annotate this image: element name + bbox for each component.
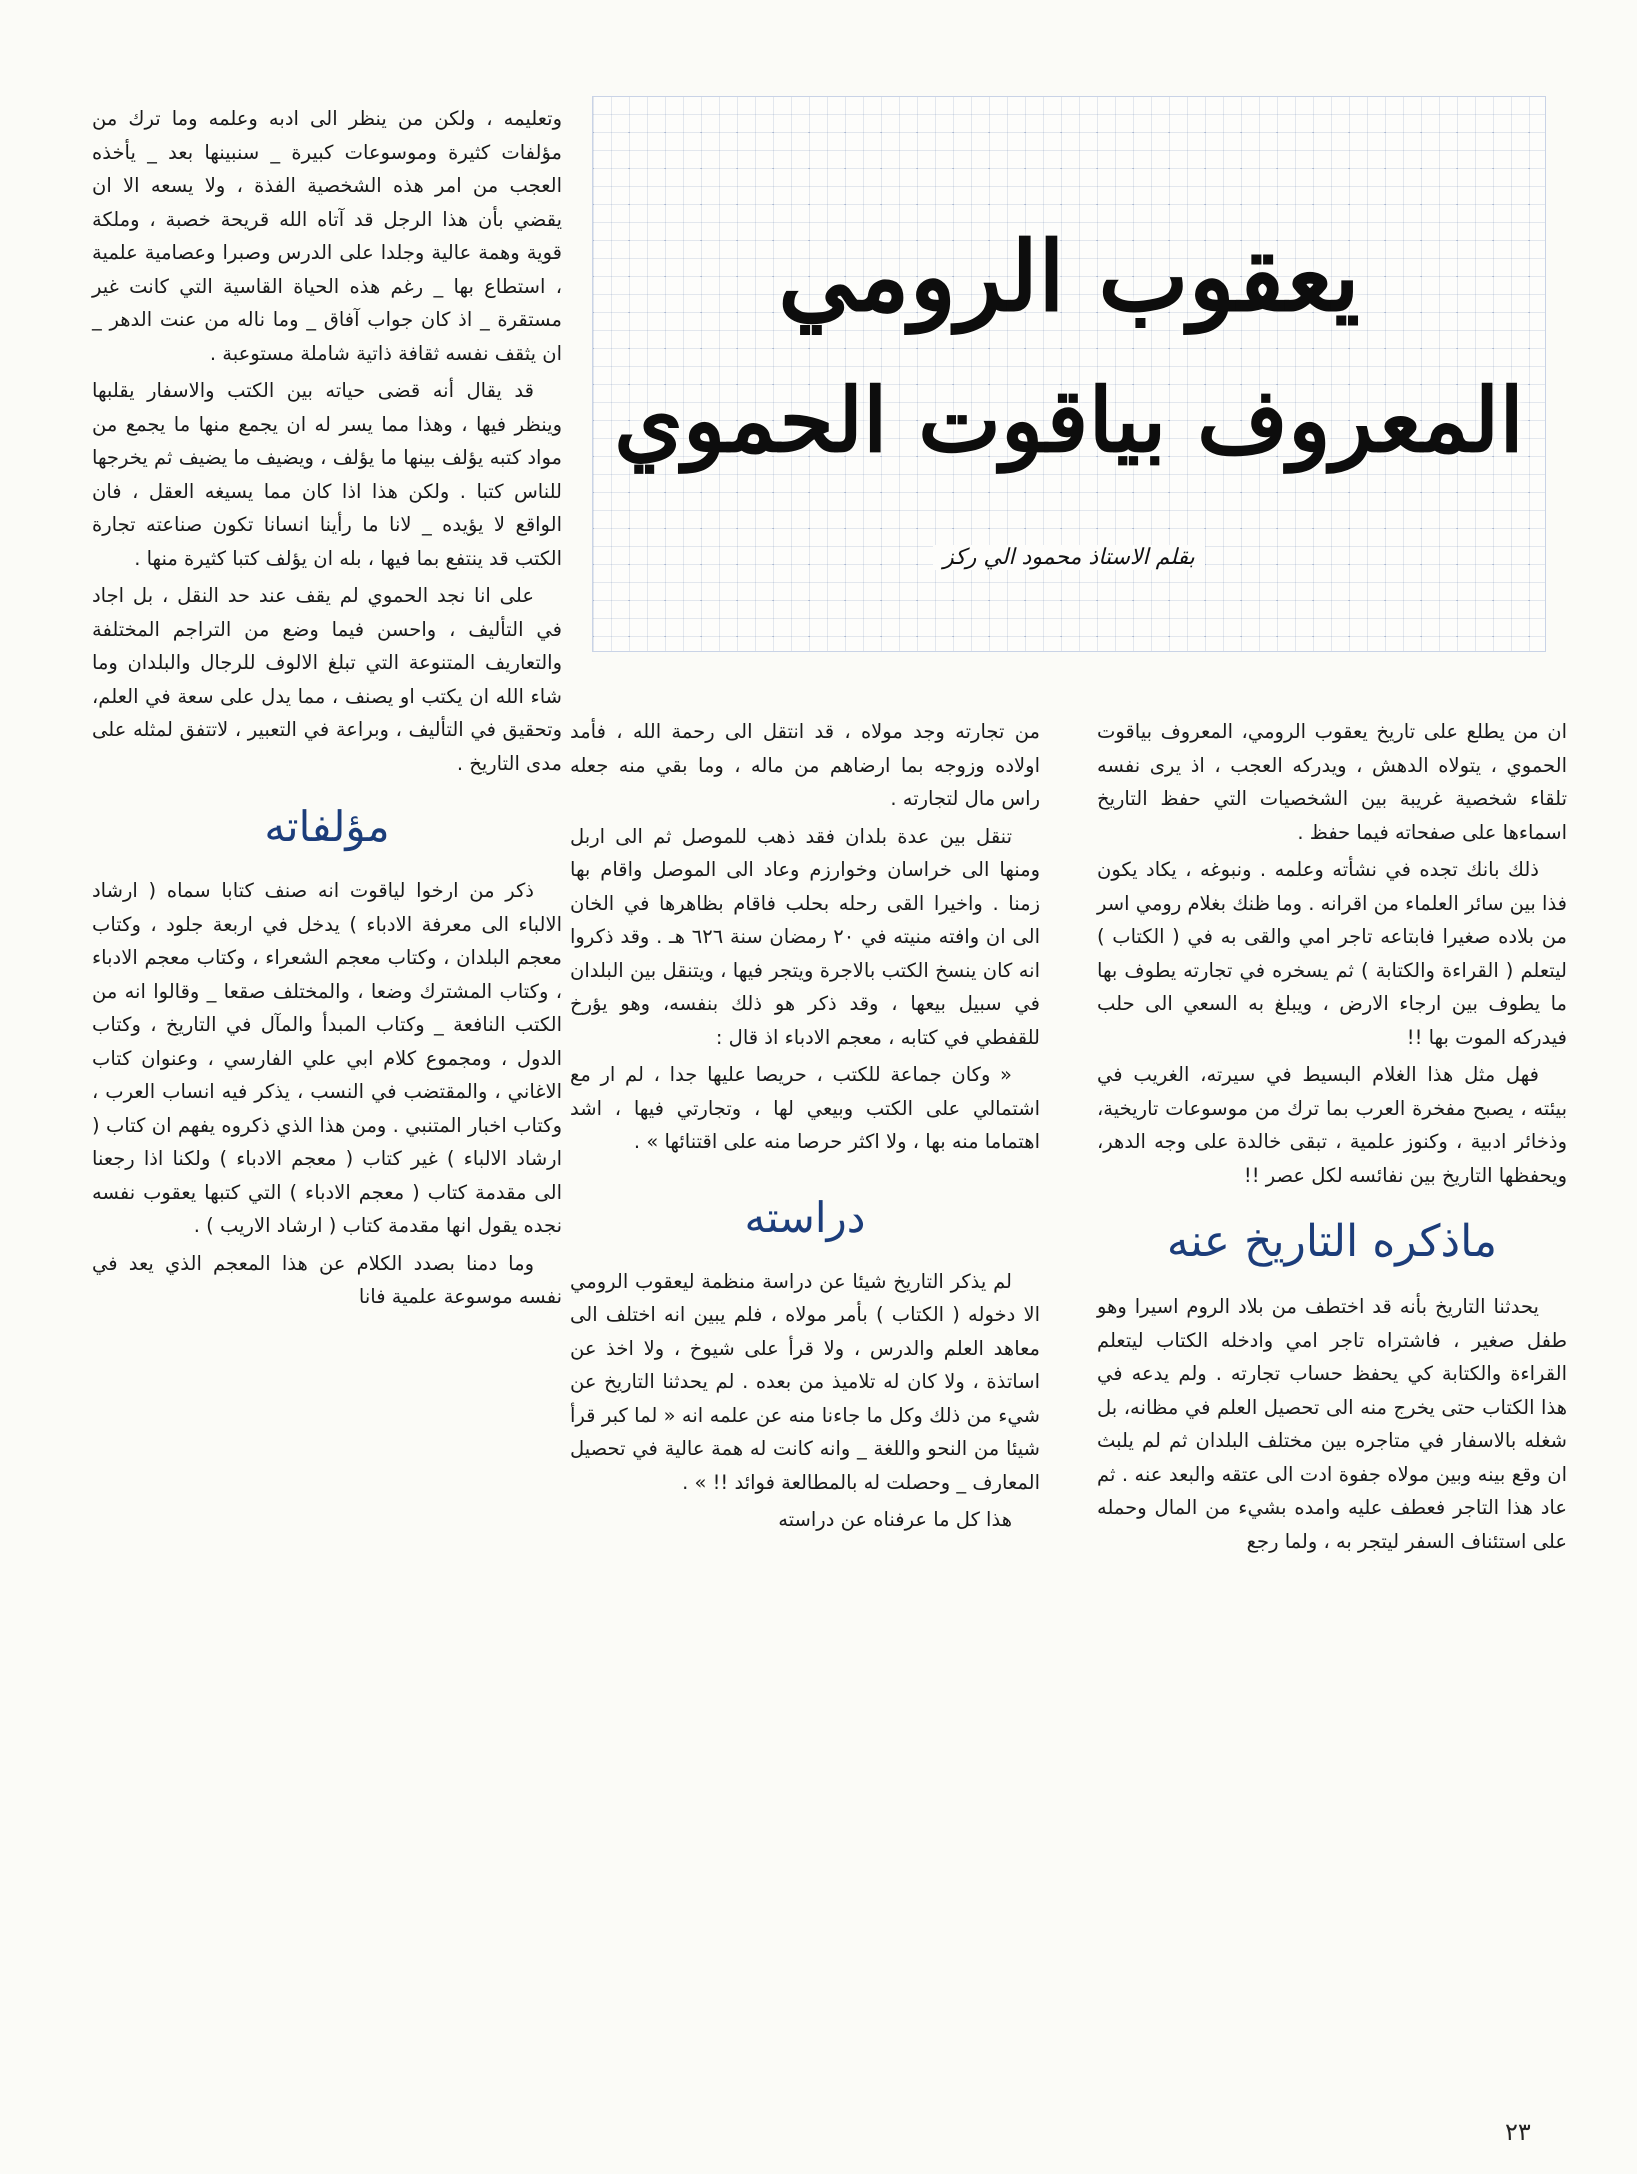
- paragraph: من تجارته وجد مولاه ، قد انتقل الى رحمة الله ، فأمد اولاده وزوجه بما ارضاهم من ماله ، وما بقي منه جعله راس مال لتجارته .: [570, 720, 1040, 810]
- author-byline: [593, 545, 1545, 570]
- section-heading-history: ماذكره التاريخ عنه: [1166, 1216, 1498, 1267]
- paragraph: وتعليمه ، ولكن من ينظر الى ادبه وعلمه وما ترك من مؤلفات كثيرة وموسوعات كبيرة _ سنبينها بعد _ يأخذه العجب من امر هذه الشخصية الفذة ، ولا يسعه الا ان يقضي بأن هذا الرجل قد آتاه الله قريحة خصبة ، وملكة قوية وهمة عالية وجلدا على الدرس وصبرا وعصامية علمية ، استطاع بها _ رغم هذه الحياة القاسية التي كانت غير مستقرة _ اذ كان جواب آفاق _ وما ناله من عنت الدهر _ ان يثقف نفسه ثقافة ذاتية شاملة مستوعبة .: [92, 107, 562, 365]
- paragraph: لم يذكر التاريخ شيئا عن دراسة منظمة ليعقوب الرومي الا دخوله ( الكتاب ) بأمر مولاه ، فلم يبين انه اختلف الى معاهد العلم والدرس ، ولا قرأ على شيوخ ، ولا اخذ عن اساتذة ، ولا كان له تلاميذ من بعده . لم يحدثنا التاريخ عن شيء من ذلك وكل ما جاءنا منه عن علمه انه « لما كبر قرأ شيئا من النحو واللغة _ وانه كانت له همة عالية في تحصيل المعارف _ وحصلت له بالمطالعة فوائد !! » .: [570, 1269, 1040, 1494]
- paragraph: ذلك بانك تجده في نشأته وعلمه . ونبوغه ، يكاد يكون فذا بين سائر العلماء من اقرانه . وما ظنك بغلام رومي اسر من بلاده صغيرا فابتاعه تاجر امي والقى به في ( الكتاب ) ليتعلم ( القراءة والكتابة ) ثم يسخره في تجارته يطوف بها ما يطوف بين ارجاء الارض ، ويبلغ به السعي الى حلب فيدركه الموت بها !!: [1097, 858, 1567, 1049]
- section-heading-study: دراسته: [744, 1192, 866, 1242]
- column-middle: [570, 715, 1040, 1541]
- page-number: ٢٣: [1505, 2118, 1531, 2146]
- author-byline-text: بقلم الاستاذ محمود الي ركز: [933, 545, 1205, 570]
- paragraph: وما دمنا بصدد الكلام عن هذا المعجم الذي يعد في نفسه موسوعة علمية فانا: [92, 1251, 562, 1308]
- paragraph: قد يقال أنه قضى حياته بين الكتب والاسفار يقلبها وينظر فيها ، وهذا مما يسر له ان يجمع منها ما يجمع من مواد كتبه يؤلف بينها ما يؤلف ، ويضيف ما يضيف ثم يخرجها للناس كتبا . ولكن هذا اذا كان مما يسيغه العقل ، فان الواقع لا يؤيده _ لانا ما رأينا انسانا تكون صناعته تجارة الكتب قد ينتفع بما فيها ، بله ان يؤلف كتبا كثيرة منها .: [92, 379, 562, 570]
- article-title: يعقوب الرومي: [778, 220, 1360, 333]
- paragraph: تنقل بين عدة بلدان فقد ذهب للموصل ثم الى اربل ومنها الى خراسان وخوارزم وعاد الى الموصل واقام بها زمنا . واخيرا القى رحله بحلب فاقام بظاهرها في الخان الى ان وافته منيته في ٢٠ رمضان سنة ٦٢٦ هـ . وقد ذكروا انه كان ينسخ الكتب بالاجرة ويتجر فيها ، ويتنقل بين البلدان في سبيل بيعها ، وقد ذكر هو ذلك بنفسه، وهو يؤرخ للقفطي في كتابه ، معجم الادباء اذ قال :: [570, 824, 1040, 1049]
- paragraph: هذا كل ما عرفناه عن دراسته: [778, 1508, 1012, 1531]
- paragraph: ان من يطلع على تاريخ يعقوب الرومي، المعروف بياقوت الحموي ، يتولاه الدهش ، ويدركه العجب ، اذ يرى نفسه تلقاء شخصية غريبة بين الشخصيات التي حفظ التاريخ اسماءها على صفحاته فيما حفظ .: [1097, 720, 1567, 844]
- section-heading-works: مؤلفاته: [264, 802, 390, 851]
- quote-paragraph: « وكان جماعة للكتب ، حريصا عليها جدا ، لم ار مع اشتمالي على الكتب وبيعي لها ، وتجارتي فيها ، اشد اهتماما منه بها ، ولا اكثر حرصا منه على اقتنائها » .: [570, 1063, 1040, 1153]
- paragraph: يحدثنا التاريخ بأنه قد اختطف من بلاد الروم اسيرا وهو طفل صغير ، فاشتراه تاجر امي وادخله الكتاب ليتعلم القراءة والكتابة كي يحفظ حساب تجارته . ولم يدعه في هذا الكتاب حتى يخرج منه الى تحصيل العلم في مظانه، بل شغله بالاسفار في متاجره بين مختلف البلدان ثم لم يلبث ان وقع بينه وبين مولاه جفوة ادت الى عتقه والبعد عنه . ثم عاد هذا التاجر فعطف عليه وامده بشيء من المال وحمله على استئناف السفر ليتجر به ، ولما رجع: [1097, 1295, 1567, 1553]
- paragraph: على انا نجد الحموي لم يقف عند حد النقل ، بل اجاد في التأليف ، واحسن فيما وضع من التراجم المختلفة والتعاريف المتنوعة التي تبلغ الالوف للرجال والبلدان وما شاء الله ان يكتب او يصنف ، مما يدل على سعة في العلم، وتحقيق في التأليف ، وبراعة في التعبير ، لاتتفق لمثله على مدى التاريخ .: [92, 584, 562, 775]
- paragraph: فهل مثل هذا الغلام البسيط في سيرته، الغريب في بيئته ، يصبح مفخرة العرب بما ترك من موسوعات تاريخية، وذخائر ادبية ، وكنوز علمية ، تبقى خالدة على وجه الدهر، ويحفظها التاريخ بين نفائسه لكل عصر !!: [1097, 1063, 1567, 1187]
- paragraph: ذكر من ارخوا لياقوت انه صنف كتابا سماه ( ارشاد الالباء الى معرفة الادباء ) يدخل في اربعة جلود ، وكتاب معجم البلدان ، وكتاب معجم الشعراء ، وكتاب معجم الادباء ، وكتاب المشترك وضعا ، والمختلف صقعا _ وقالوا انه من الكتب النافعة _ وكتاب المبدأ والمآل في التاريخ ، وكتاب الدول ، ومجموع كلام ابي علي الفارسي ، وعنوان كتاب الاغاني ، والمقتضب في النسب ، يذكر فيه انساب العرب ، وكتاب اخبار المتنبي . ومن هذا الذي ذكروه يفهم ان كتاب ( ارشاد الالباء ) غير كتاب ( معجم الادباء ) ولكنا اذا رجعنا الى مقدمة كتاب ( معجم الادباء ) التي كتبها يعقوب نفسه نجده يقول انها مقدمة كتاب ( ارشاد الاريب ) .: [92, 879, 562, 1237]
- column-left: [92, 102, 562, 1318]
- title-ornament-panel: [592, 96, 1546, 652]
- column-right: [1097, 715, 1567, 1562]
- article-subtitle: المعروف بياقوت الحموي: [614, 368, 1524, 472]
